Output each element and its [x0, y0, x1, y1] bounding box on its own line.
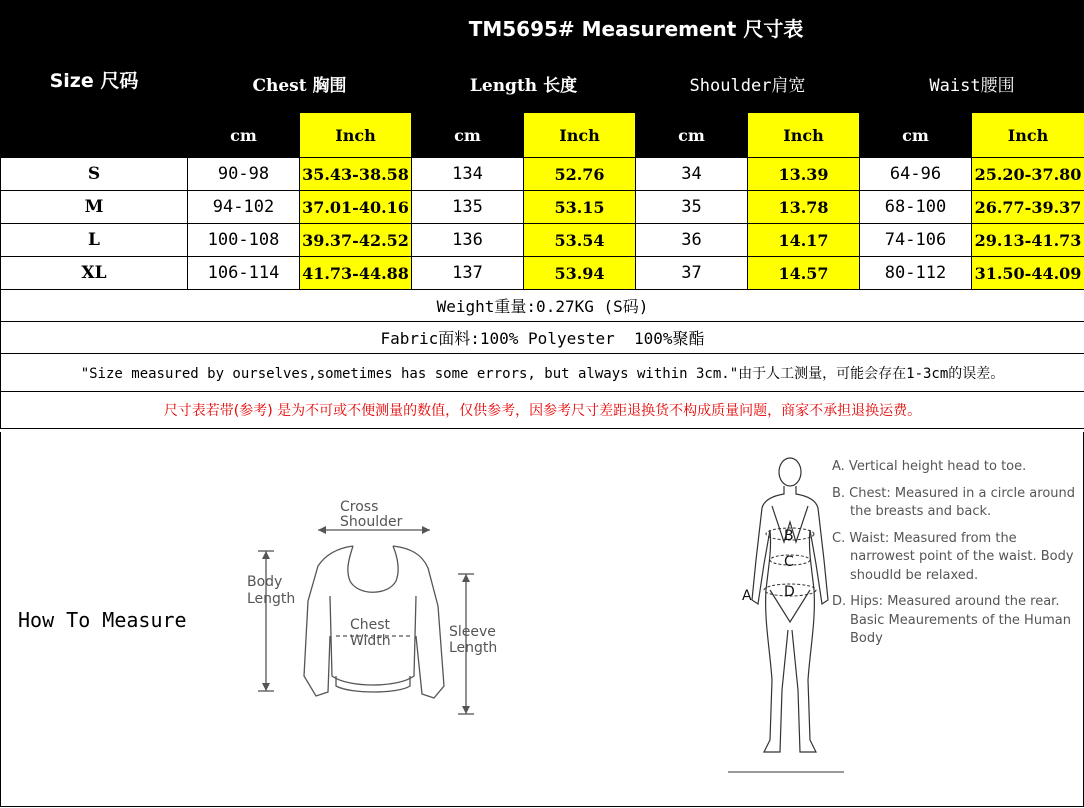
waist-inch-cell: 26.77-39.37 [972, 191, 1084, 224]
label-c: C [784, 554, 794, 570]
chest-cm-cell: 90-98 [188, 158, 300, 191]
shoulder-inch-cell: 14.17 [748, 224, 860, 257]
length-header: Length 长度 [412, 54, 636, 113]
size-cell: XL [1, 257, 188, 290]
legend-item: D. Hips: Measured around the rear. Basic Meaurements of the Human Body [832, 594, 1071, 646]
shoulder-inch-cell: 13.39 [748, 158, 860, 191]
body-figure [726, 450, 846, 780]
size-cell: M [1, 191, 188, 224]
shoulder-cm-cell: 35 [636, 191, 748, 224]
shoulder-label: Shoulder [340, 514, 403, 530]
chest-header: Chest 胸围 [188, 54, 412, 113]
unit-cm: cm [636, 113, 748, 158]
chest-cm-cell: 94-102 [188, 191, 300, 224]
sweater-neck [348, 546, 398, 592]
sweater-hem [336, 676, 410, 692]
waist-cm-cell: 64-96 [860, 158, 972, 191]
table-row [1, 224, 1084, 257]
label-d: D [784, 584, 795, 600]
waist-inch-cell: 31.50-44.09 [972, 257, 1084, 290]
chest-width-label: Width [350, 633, 391, 649]
chest-cm-cell: 100-108 [188, 224, 300, 257]
sleeve-label: Sleeve [449, 624, 496, 640]
measurement-note: "Size measured by ourselves,sometimes has some errors, but always within 3cm."由于人工测量，可能会存在1-3cm的误差。 [1, 354, 1084, 392]
figure-head [779, 458, 801, 486]
chest-inch-cell: 39.37-42.52 [300, 224, 412, 257]
size-cell: L [1, 224, 188, 257]
sweater-diagram [238, 486, 508, 726]
legend-item: C. Waist: Measured from the narrowest point of the waist. Body shoudld be relaxed. [832, 530, 1074, 583]
shoulder-inch-cell: 14.57 [748, 257, 860, 290]
table-row [1, 158, 1084, 191]
chest-cm-cell: 106-114 [188, 257, 300, 290]
weight-info: Weight重量:0.27KG (S码) [1, 290, 1084, 322]
size-cell: S [1, 158, 188, 191]
label-b: B [784, 528, 794, 544]
shoulder-cm-cell: 37 [636, 257, 748, 290]
table-title: TM5695# Measurement 尺寸表 [188, 1, 1084, 54]
fabric-info: Fabric面料:100% Polyester 100%聚酯 [1, 322, 1084, 354]
figure-right-arm [796, 486, 828, 604]
length-cm-cell: 136 [412, 224, 524, 257]
unit-inch: Inch [972, 113, 1084, 158]
chest-inch-cell: 37.01-40.16 [300, 191, 412, 224]
chest-label: Chest [350, 617, 391, 633]
unit-inch: Inch [524, 113, 636, 158]
waist-cm-cell: 74-106 [860, 224, 972, 257]
measurement-legend [832, 458, 1080, 657]
length-inch-cell: 52.76 [524, 158, 636, 191]
table-row [1, 257, 1084, 290]
how-to-measure-heading: How To Measure [18, 608, 187, 632]
waist-inch-cell: 25.20-37.80 [972, 158, 1084, 191]
arrow-head [262, 551, 270, 559]
arrow-head [422, 526, 430, 534]
body-length-label: Length [247, 591, 296, 607]
waist-cm-cell: 68-100 [860, 191, 972, 224]
return-disclaimer: 尺寸表若带(参考) 是为不可或不便测量的数值，仅供参考，因参考尺寸差距退换货不构成质量问题，商家不承担退换运费。 [1, 392, 1084, 429]
size-header: Size 尺码 [1, 1, 188, 158]
length-cm-cell: 137 [412, 257, 524, 290]
arrow-head [318, 526, 326, 534]
length-cm-cell: 135 [412, 191, 524, 224]
legend-item: B. Chest: Measured in a circle around the breasts and back. [832, 485, 1076, 519]
unit-inch: Inch [748, 113, 860, 158]
table-row [1, 191, 1084, 224]
unit-cm: cm [188, 113, 300, 158]
shoulder-cm-cell: 36 [636, 224, 748, 257]
length-inch-cell: 53.15 [524, 191, 636, 224]
arrow-head [262, 683, 270, 691]
waist-cm-cell: 80-112 [860, 257, 972, 290]
label-a: A [742, 588, 752, 604]
waist-inch-cell: 29.13-41.73 [972, 224, 1084, 257]
length-inch-cell: 53.54 [524, 224, 636, 257]
sweater-left-sleeve [304, 546, 353, 696]
arrow-head [462, 706, 470, 714]
sweater-right-sleeve [393, 546, 444, 698]
chest-inch-cell: 41.73-44.88 [300, 257, 412, 290]
shoulder-cm-cell: 34 [636, 158, 748, 191]
body-label: Body [247, 574, 283, 590]
length-cm-cell: 134 [412, 158, 524, 191]
legend-item: A. Vertical height head to toe. [832, 459, 1027, 474]
length-inch-cell: 53.94 [524, 257, 636, 290]
unit-cm: cm [412, 113, 524, 158]
waist-header: Waist腰围 [860, 54, 1084, 113]
chest-inch-cell: 35.43-38.58 [300, 158, 412, 191]
unit-cm: cm [860, 113, 972, 158]
shoulder-header: Shoulder肩宽 [636, 54, 860, 113]
unit-inch: Inch [300, 113, 412, 158]
shoulder-inch-cell: 13.78 [748, 191, 860, 224]
cross-label: Cross [340, 499, 379, 515]
sleeve-length-label: Length [449, 640, 498, 656]
arrow-head [462, 574, 470, 582]
